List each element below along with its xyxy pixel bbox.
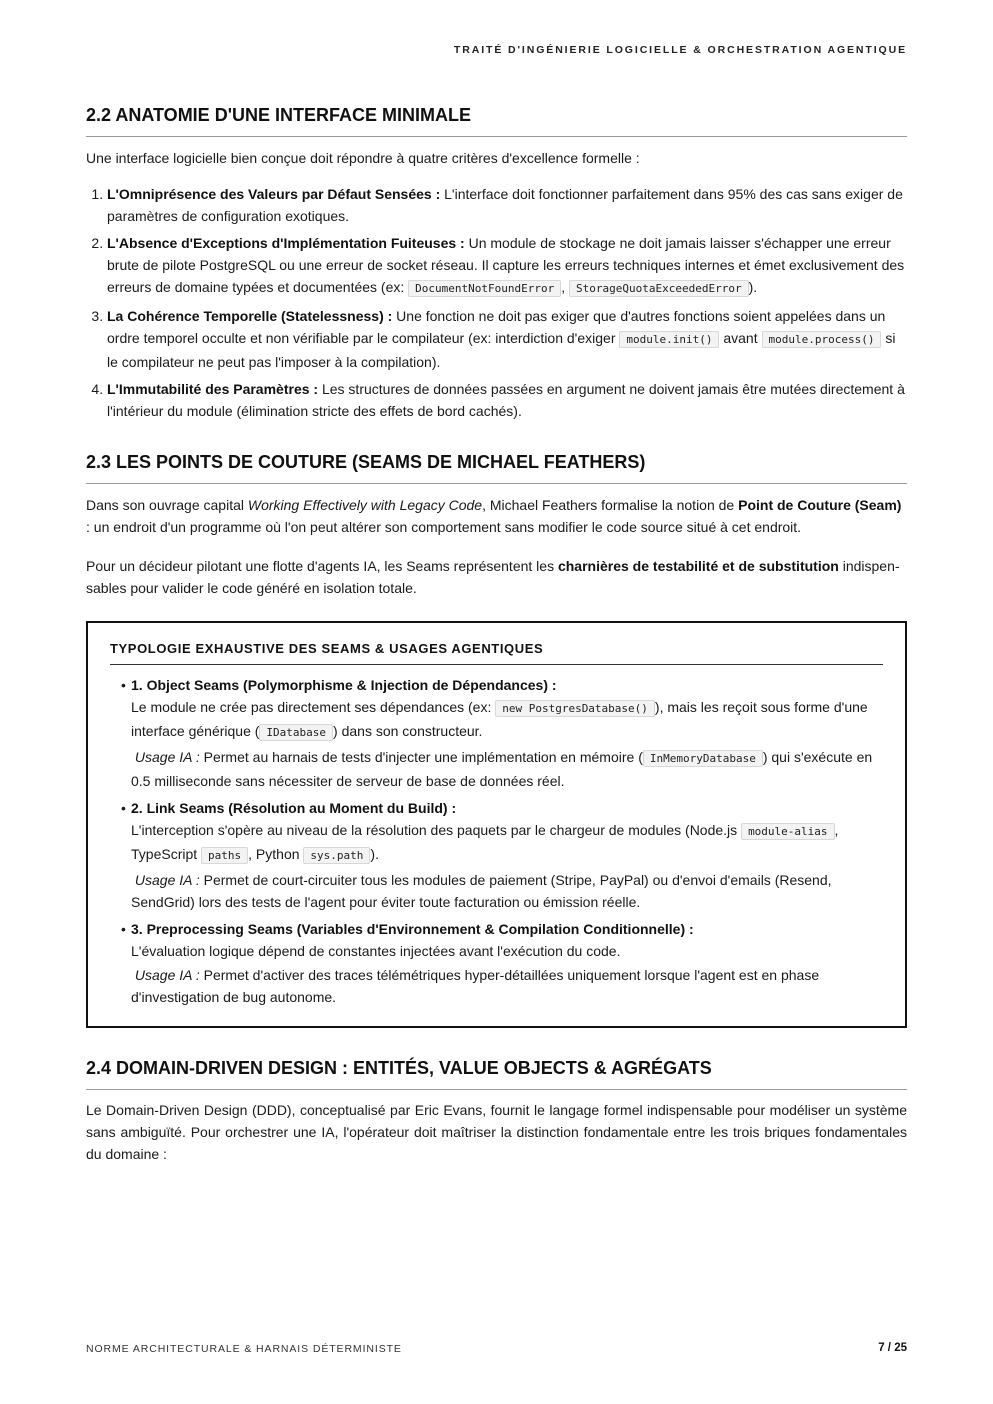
list-item [107,305,907,373]
running-footer: NORME ARCHITECTURALE & HARNAIS DÉTERMINISTE [86,1343,402,1355]
section-heading: 2.3 LES POINTS DE COUTURE (SEAMS DE MICHAEL FEATHERS) [86,452,907,484]
text-run: indispen-sables pour valider le code généré en isolation totale. [86,558,900,596]
bold-term: Point de Couture (Seam) [738,497,902,513]
paragraph [86,494,907,538]
item-text: avant [719,330,762,346]
text-run: , Michael Feathers formalise la notion de [482,497,739,513]
seams-typology-box [86,621,907,1028]
seam-item [110,918,883,1008]
list-item [107,232,907,300]
bold-term: charnières de testabilité et de substitution [557,558,839,574]
seam-usage: Usage IA : Permet d'activer des traces télémétriques hyper-détaillées uniquement lorsque l'agent est en phase d'investigation de bug autonome. [131,967,820,1005]
usage-label: Usage IA : [134,749,200,765]
seam-description: L'interception s'opère au niveau de la résolution des paquets par le chargeur de modules (Node.js module-alias , TypeScript paths , Python sys.path ). [131,822,839,862]
seam-title: 3. Preprocessing Seams (Variables d'Environnement & Compilation Conditionnelle) : [131,921,694,937]
inline-code: InMemoryDatabase [643,750,763,767]
item-title: L'Absence d'Exceptions d'Implémentation Fuiteuses : [107,235,465,251]
inline-code: new PostgresDatabase() [495,700,655,717]
item-title: La Cohérence Temporelle (Statelessness) : [107,308,393,324]
item-text: L'interface doit fonctionner parfaitement dans 95% des cas sans exiger de paramètres de configuration exotiques. [107,186,903,224]
section-2-3-body [86,494,907,599]
criteria-list-wrapper [86,183,907,427]
box-title: TYPOLOGIE EXHAUSTIVE DES SEAMS & USAGES AGENTIQUES [110,641,883,665]
item-text: Une fonction ne doit pas exiger que d'autres fonctions soient appelées dans un ordre temporel occulte et non vérifiable par le compilateur (ex: interdiction d'exiger [107,308,886,346]
item-text: ). [748,279,758,295]
inline-code: IDatabase [259,724,333,741]
seam-description: L'évaluation logique dépend de constantes injectées avant l'exécution du code. [131,943,621,959]
section-2-4 [86,1058,907,1090]
inline-code: paths [201,847,248,864]
intro-paragraph: Une interface logicielle bien conçue doit répondre à quatre critères d'excellence formelle : [86,150,640,166]
inline-code: DocumentNotFoundError [408,280,561,297]
seam-title: 2. Link Seams (Résolution au Moment du Build) : [131,800,457,816]
text-run: Dans son ouvrage capital [86,497,248,513]
seam-item [110,674,883,792]
box-inner [110,641,883,1008]
criteria-list [86,183,907,422]
section-heading: 2.4 DOMAIN-DRIVEN DESIGN : ENTITÉS, VALUE OBJECTS & AGRÉGATS [86,1058,907,1090]
item-text: Les structures de données passées en argument ne doivent jamais être mutées directement à l'intérieur du module (élimination stricte des effets de bord cachés). [107,381,905,419]
item-title: L'Immutabilité des Paramètres : [107,381,319,397]
seam-description: Le module ne crée pas directement ses dépendances (ex: new PostgresDatabase() ), mais les reçoit sous forme d'une interface générique ( IDatabase ) dans son constructeur. [131,699,868,739]
item-text: Un module de stockage ne doit jamais laisser s'échapper une erreur brute de pilote PostgreSQL ou une erreur de socket réseau. Il capture les erreurs techniques internes et émet exclusivement des erreurs de domaine typées et documentées (ex: [107,235,905,295]
bullet-icon: • [121,921,126,937]
list-item [107,378,907,422]
page-number: 7 / 25 [878,1342,907,1354]
text-run: : un endroit d'un programme où l'on peut altérer son comportement sans modifier le code source situé à cet endroit. [86,519,802,535]
inline-code: StorageQuotaExceededError [569,280,749,297]
usage-label: Usage IA : [134,872,200,888]
section-2-2-body [86,147,907,169]
book-title: Working Effectively with Legacy Code [247,497,483,513]
seam-item [110,797,883,913]
section-2-4-body [86,1099,907,1165]
item-title: L'Omniprésence des Valeurs par Défaut Sensées : [107,186,441,202]
inline-code: module.init() [619,331,719,348]
seam-title: 1. Object Seams (Polymorphisme & Injection de Dépendances) : [131,677,557,693]
list-item [107,183,907,227]
inline-code: sys.path [303,847,370,864]
section-2-3 [86,452,907,484]
seam-usage: Usage IA : Permet de court-circuiter tous les modules de paiement (Stripe, PayPal) ou d'envoi d'emails (Resend, SendGrid) lors des tests de l'agent pour éviter toute facturation ou émission réelle. [131,872,832,910]
running-header: TRAITÉ D'INGÉNIERIE LOGICIELLE & ORCHESTRATION AGENTIQUE [453,44,907,56]
section-2-2 [86,105,907,137]
paragraph: Le Domain-Driven Design (DDD), conceptualisé par Eric Evans, fournit le langage formel indispensable pour modéliser un système sans ambiguïté. Pour orchestrer une IA, l'opérateur doit maîtriser la distinction fondamentale entre les trois briques fondamentales du domaine : [86,1102,907,1162]
item-text: , [561,279,570,295]
text-run: Pour un décideur pilotant une flotte d'agents IA, les Seams représentent les [86,558,558,574]
usage-label: Usage IA : [134,967,200,983]
seam-usage: Usage IA : Permet au harnais de tests d'injecter une implémentation en mémoire ( InMemoryDatabase ) qui s'exécute en 0.5 milliseconde sans nécessiter de serveur de base de données réel. [131,749,873,789]
inline-code: module-alias [741,823,834,840]
section-heading: 2.2 ANATOMIE D'UNE INTERFACE MINIMALE [86,105,907,137]
bullet-icon: • [121,677,126,693]
paragraph [86,555,907,599]
inline-code: module.process() [762,331,882,348]
bullet-icon: • [121,800,126,816]
item-text: si le compilateur ne peut pas l'imposer à la compilation). [107,330,896,370]
